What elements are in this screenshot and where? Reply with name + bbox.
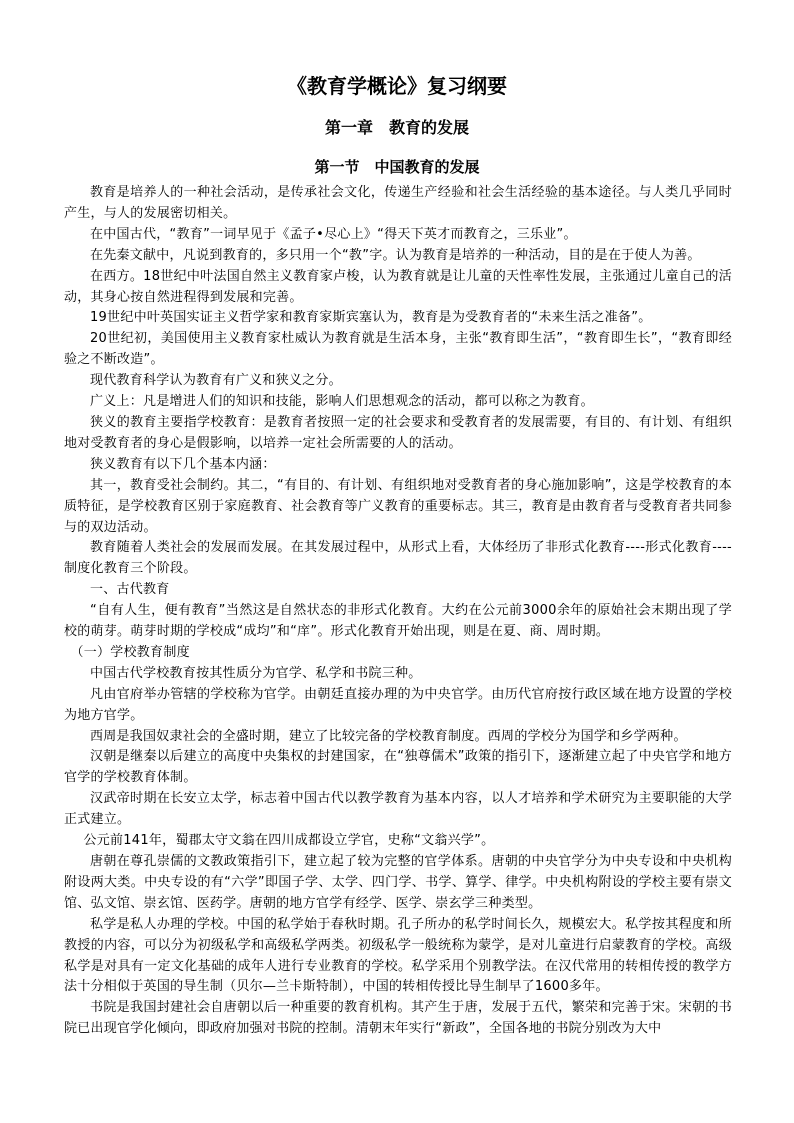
- paragraph: 广义上：凡是增进人们的知识和技能，影响人们思想观念的活动，都可以称之为教育。: [90, 394, 594, 410]
- heading-ancient-education: 一、古代教育: [90, 582, 170, 598]
- paragraph: 现代教育科学认为教育有广义和狭义之分。: [90, 373, 342, 389]
- paragraph: 西周是我国奴隶社会的全盛时期，建立了比较完备的学校教育制度。西周的学校分为国学和乡学两种。: [90, 728, 687, 744]
- paragraph: 中国古代学校教育按其性质分为官学、私学和书院三种。: [90, 665, 422, 681]
- paragraph: 私学是私人办理的学校。中国的私学始于春秋时期。孔子所办的私学时间长久，规模宏大。私学按其程度和所教授的内容，可以分为初级私学和高级私学两类。初级私学一般统称为蒙学，是对儿童进行启蒙教育的学校。高级私学是对具有一定文化基础的成年人进行专业教育的学校。私学采用个别教学法。在汉代常用的转相传授的教学方法十分相似于英国的导生制（贝尔—兰卡斯特制），中国的转相传授比导生制早了1600多年。: [64, 916, 732, 995]
- paragraph: 凡由官府举办管辖的学校称为官学。由朝廷直接办理的为中央官学。由历代官府按行政区域在地方设置的学校为地方官学。: [64, 686, 732, 723]
- heading-school-system: （一）学校教育制度: [70, 644, 190, 660]
- section-title: 第一节 中国教育的发展: [314, 158, 480, 176]
- document-title: 《教育学概论》复习纲要: [287, 74, 507, 98]
- paragraph: 狭义教育有以下几个基本内涵：: [90, 456, 276, 472]
- chapter-title: 第一章 教育的发展: [324, 118, 469, 137]
- paragraph: 公元前141年，蜀郡太守文翁在四川成都设立学官，史称“文翁兴学”。: [83, 833, 495, 849]
- paragraph: 其一，教育受社会制约。其二，“有目的、有计划、有组织地对受教育者的身心施加影响”，这是学校教育的本质特征，是学校教育区别于家庭教育、社会教育等广义教育的重要标志。其三，教育是由教育者与受教育者共同参与的双边活动。: [64, 477, 732, 535]
- paragraph: 19世纪中叶英国实证主义哲学家和教育家斯宾塞认为，教育是为受教育者的“未来生活之准备”。: [90, 310, 652, 326]
- paragraph: 唐朝在尊孔崇儒的文教政策指引下，建立起了较为完整的官学体系。唐朝的中央官学分为中央专设和中央机构附设两大类。中央专设的有“六学”即国子学、太学、四门学、书学、算学、律学。中央机构附设的学校主要有崇文馆、弘文馆、崇玄馆、医药学。唐朝的地方官学有经学、医学、崇玄学三种类型。: [64, 854, 732, 911]
- paragraph: 在先秦文献中，凡说到教育的，多只用一个“教”字。认为教育是培养的一种活动，目的是在于使人为善。: [90, 247, 701, 263]
- paragraph: 在西方。18世纪中叶法国自然主义教育家卢梭，认为教育就是让儿童的天性率性发展，主张通过儿童自己的活动，其身心按自然进程得到发展和完善。: [64, 268, 732, 305]
- paragraph: 狭义的教育主要指学校教育：是教育者按照一定的社会要求和受教育者的发展需要，有目的、有计划、有组织地对受教育者的身心是假影响，以培养一定社会所需要的人的活动。: [64, 414, 732, 451]
- paragraph: 教育是培养人的一种社会活动，是传承社会文化，传递生产经验和社会生活经验的基本途径。与人类几乎同时产生，与人的发展密切相关。: [64, 185, 732, 221]
- document-body: [64, 183, 732, 1040]
- paragraph: 汉武帝时期在长安立太学，标志着中国古代以教学教育为基本内容，以人才培养和学术研究为主要职能的大学正式建立。: [64, 791, 732, 828]
- paragraph: 书院是我国封建社会自唐朝以后一种重要的教育机构。其产生于唐，发展于五代，繁荣和完善于宋。宋朝的书院已出现官学化倾向，即政府加强对书院的控制。清朝末年实行“新政”，全国各地的书院分别改为大中: [64, 1000, 732, 1037]
- paragraph: 教育随着人类社会的发展而发展。在其发展过程中，从形式上看，大体经历了非形式化教育----形式化教育----制度化教育三个阶段。: [64, 540, 732, 577]
- paragraph: “自有人生，便有教育”当然这是自然状态的非形式化教育。大约在公元前3000余年的原始社会末期出现了学校的萌芽。萌芽时期的学校成“成均”和“庠”。形式化教育开始出现，则是在夏、商、周时期。: [64, 603, 732, 640]
- paragraph: 汉朝是继秦以后建立的高度中央集权的封建国家，在“独尊儒术”政策的指引下，逐渐建立起了中央官学和地方官学的学校教育体制。: [64, 749, 732, 786]
- paragraph: 20世纪初，美国使用主义教育家杜威认为教育就是生活本身，主张“教育即生活”，“教育即生长”，“教育即经验之不断改造”。: [64, 331, 732, 368]
- paragraph: 在中国古代，“教育”一词早见于《孟子•尽心上》“得天下英才而教育之，三乐业”。: [90, 226, 577, 242]
